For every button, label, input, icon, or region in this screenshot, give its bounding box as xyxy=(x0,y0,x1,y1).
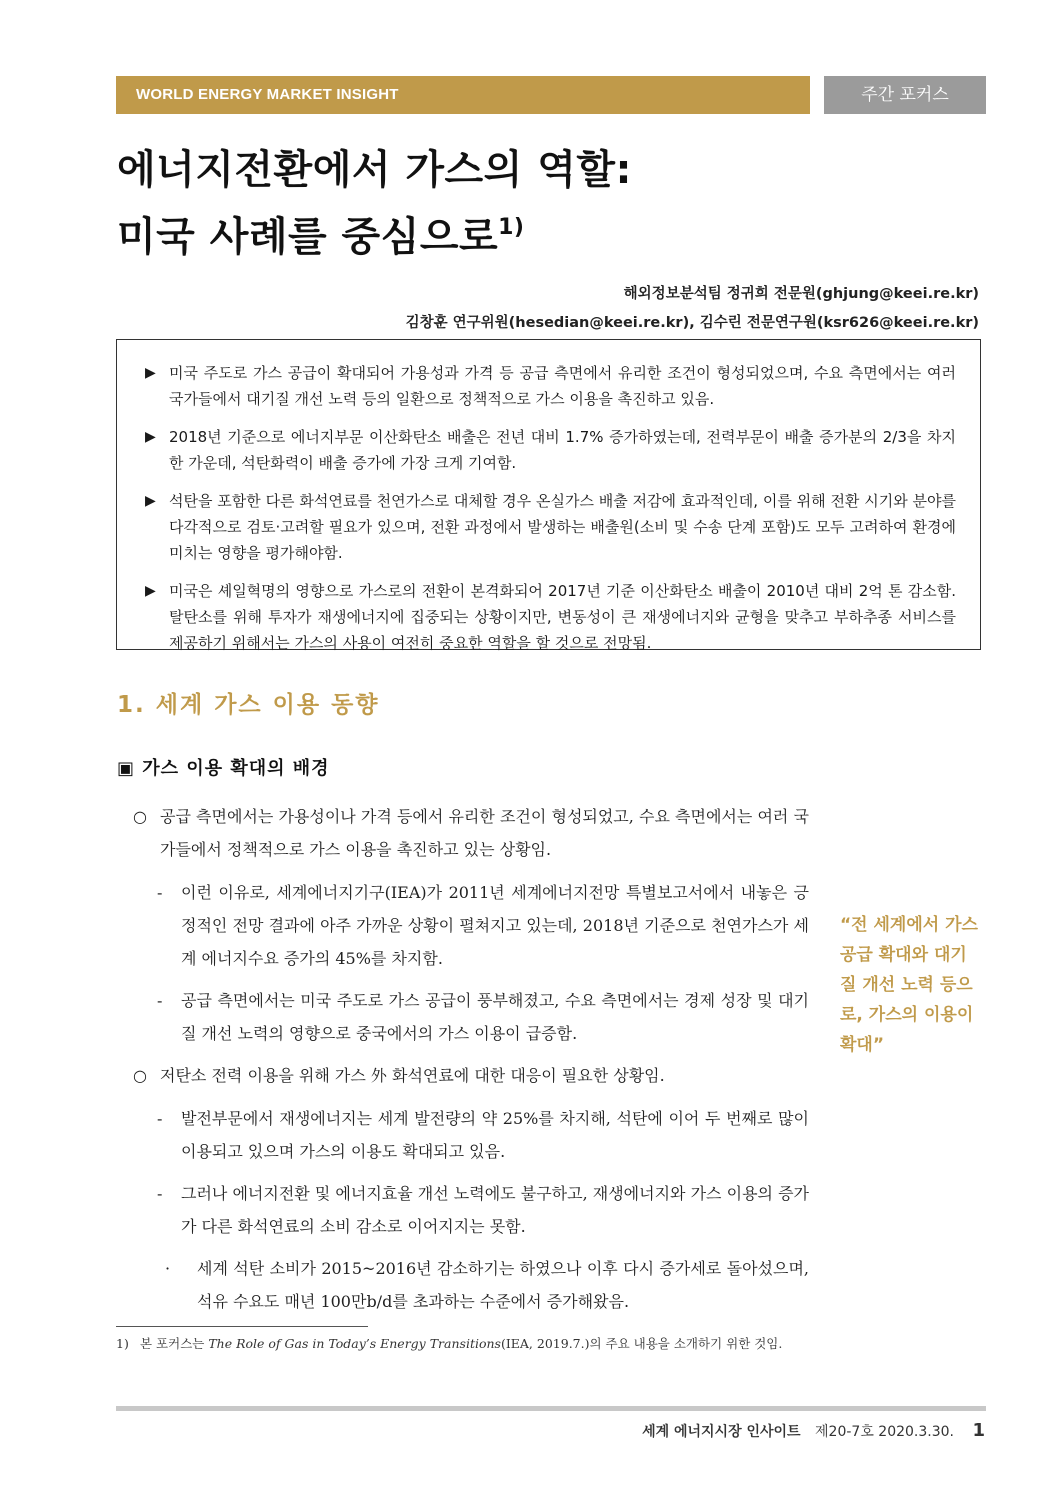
dot-bullet-icon: · xyxy=(165,1259,171,1278)
paragraph: 이런 이유로, 세계에너지기구(IEA)가 2011년 세계에너지전망 특별보고서에서 내놓은 긍정적인 전망 결과에 아주 가까운 상황이 펼쳐지고 있는데, 2018년 기준으로 천연가스가 세계 에너지수요 증가의 45%를 차지함. xyxy=(181,883,809,968)
title-line-2: 미국 사례를 중심으로 xyxy=(117,214,499,260)
sub-heading: ▣ 가스 이용 확대의 배경 xyxy=(117,758,330,779)
bullet-level-3 xyxy=(165,1252,809,1318)
footnote-suffix: (IEA, 2019.7.)의 주요 내용을 소개하기 위한 것임. xyxy=(500,1336,783,1351)
paragraph: 공급 측면에서는 미국 주도로 가스 공급이 풍부해졌고, 수요 측면에서는 경제 성장 및 대기질 개선 노력의 영향으로 중국에서의 가스 이용이 급증함. xyxy=(181,991,809,1043)
triangle-bullet-icon: ▶ xyxy=(145,583,156,599)
author-line-1: 해외정보분석팀 정귀희 전문원(ghjung@keei.re.kr) xyxy=(623,286,979,302)
author-line-2: 김창훈 연구위원(hesedian@keei.re.kr), 김수린 전문연구원(ksr626@keei.re.kr) xyxy=(405,315,979,331)
title-footnote-ref: 1) xyxy=(498,215,525,240)
series-banner: WORLD ENERGY MARKET INSIGHT xyxy=(116,76,810,114)
page-title xyxy=(117,142,977,266)
footnote xyxy=(116,1333,810,1355)
body-text xyxy=(133,800,809,1326)
paragraph: 발전부문에서 재생에너지는 세계 발전량의 약 25%를 차지해, 석탄에 이어 두 번째로 많이 이용되고 있으며 가스의 이용도 확대되고 있음. xyxy=(181,1109,809,1161)
footer-issue: 제20-7호 2020.3.30. xyxy=(815,1424,955,1440)
circle-bullet-icon: ○ xyxy=(133,1066,147,1085)
pull-quote: “전 세계에서 가스공급 확대와 대기질 개선 노력 등으로, 가스의 이용이 확대” xyxy=(840,915,978,1055)
bullet-level-2 xyxy=(157,1102,809,1168)
footer-publication: 세계 에너지시장 인사이트 xyxy=(642,1424,801,1440)
circle-bullet-icon: ○ xyxy=(133,807,147,826)
footnote-divider xyxy=(116,1326,368,1327)
summary-item xyxy=(145,424,956,476)
triangle-bullet-icon: ▶ xyxy=(145,365,156,381)
summary-text: 석탄을 포함한 다른 화석연료를 천연가스로 대체할 경우 온실가스 배출 저감에 효과적인데, 이를 위해 전환 시기와 분야를 다각적으로 검토·고려할 필요가 있으며, 전환 과정에서 발생하는 배출원(소비 및 수송 단계 포함)도 모두 고려하여 환경에 미치는 영향을 평가해야함. xyxy=(169,492,956,562)
triangle-bullet-icon: ▶ xyxy=(145,493,156,509)
dash-bullet-icon: - xyxy=(157,991,163,1010)
footnote-prefix: 본 포커스는 xyxy=(140,1336,209,1351)
dash-bullet-icon: - xyxy=(157,1109,163,1128)
paragraph: 공급 측면에서는 가용성이나 가격 등에서 유리한 조건이 형성되었고, 수요 측면에서는 여러 국가들에서 정책적으로 가스 이용을 촉진하고 있는 상황임. xyxy=(160,807,809,859)
bullet-level-2 xyxy=(157,984,809,1050)
category-tab: 주간 포커스 xyxy=(824,76,986,114)
summary-text: 2018년 기준으로 에너지부문 이산화탄소 배출은 전년 대비 1.7% 증가하였는데, 전력부문이 배출 증가분의 2/3을 차지한 가운데, 석탄화력이 배출 증가에 가장 크게 기여함. xyxy=(169,428,956,472)
summary-item xyxy=(145,360,956,412)
dash-bullet-icon: - xyxy=(157,883,163,902)
bullet-level-2 xyxy=(157,876,809,975)
summary-item xyxy=(145,578,956,656)
footer-divider xyxy=(116,1406,986,1411)
paragraph: 그러나 에너지전환 및 에너지효율 개선 노력에도 불구하고, 재생에너지와 가스 이용의 증가가 다른 화석연료의 소비 감소로 이어지지는 못함. xyxy=(181,1184,809,1236)
summary-text: 미국은 셰일혁명의 영향으로 가스로의 전환이 본격화되어 2017년 기준 이산화탄소 배출이 2010년 대비 2억 톤 감소함. 탈탄소를 위해 투자가 재생에너지에 집중되는 상황이지만, 변동성이 큰 재생에너지와 균형을 맞추고 부하추종 서비스를 제공하기 위해서는 가스의 사용이 여전히 중요한 역할을 할 것으로 전망됨. xyxy=(169,582,956,652)
footnote-text xyxy=(140,1333,810,1355)
section-heading: 1. 세계 가스 이용 동향 xyxy=(117,692,380,718)
bullet-level-1 xyxy=(133,1059,809,1092)
bullet-level-2 xyxy=(157,1177,809,1243)
page-number: 1 xyxy=(972,1420,985,1441)
paragraph: 저탄소 전력 이용을 위해 가스 外 화석연료에 대한 대응이 필요한 상황임. xyxy=(160,1066,665,1085)
title-line-1: 에너지전환에서 가스의 역할: xyxy=(117,147,633,193)
summary-box xyxy=(116,339,981,650)
triangle-bullet-icon: ▶ xyxy=(145,429,156,445)
summary-item xyxy=(145,488,956,566)
bullet-level-1 xyxy=(133,800,809,866)
footnote-source-title: The Role of Gas in Today’s Energy Transitions xyxy=(208,1336,501,1351)
page-footer xyxy=(642,1420,985,1441)
summary-text: 미국 주도로 가스 공급이 확대되어 가용성과 가격 등 공급 측면에서 유리한 조건이 형성되었으며, 수요 측면에서는 여러 국가들에서 대기질 개선 노력 등의 일환으로 정책적으로 가스 이용을 촉진하고 있음. xyxy=(169,364,956,408)
author-block xyxy=(406,280,979,338)
dash-bullet-icon: - xyxy=(157,1184,163,1203)
paragraph: 세계 석탄 소비가 2015~2016년 감소하기는 하였으나 이후 다시 증가세로 돌아섰으며, 석유 수요도 매년 100만b/d를 초과하는 수준에서 증가해왔음. xyxy=(197,1259,809,1311)
footnote-number: 1) xyxy=(116,1336,129,1351)
